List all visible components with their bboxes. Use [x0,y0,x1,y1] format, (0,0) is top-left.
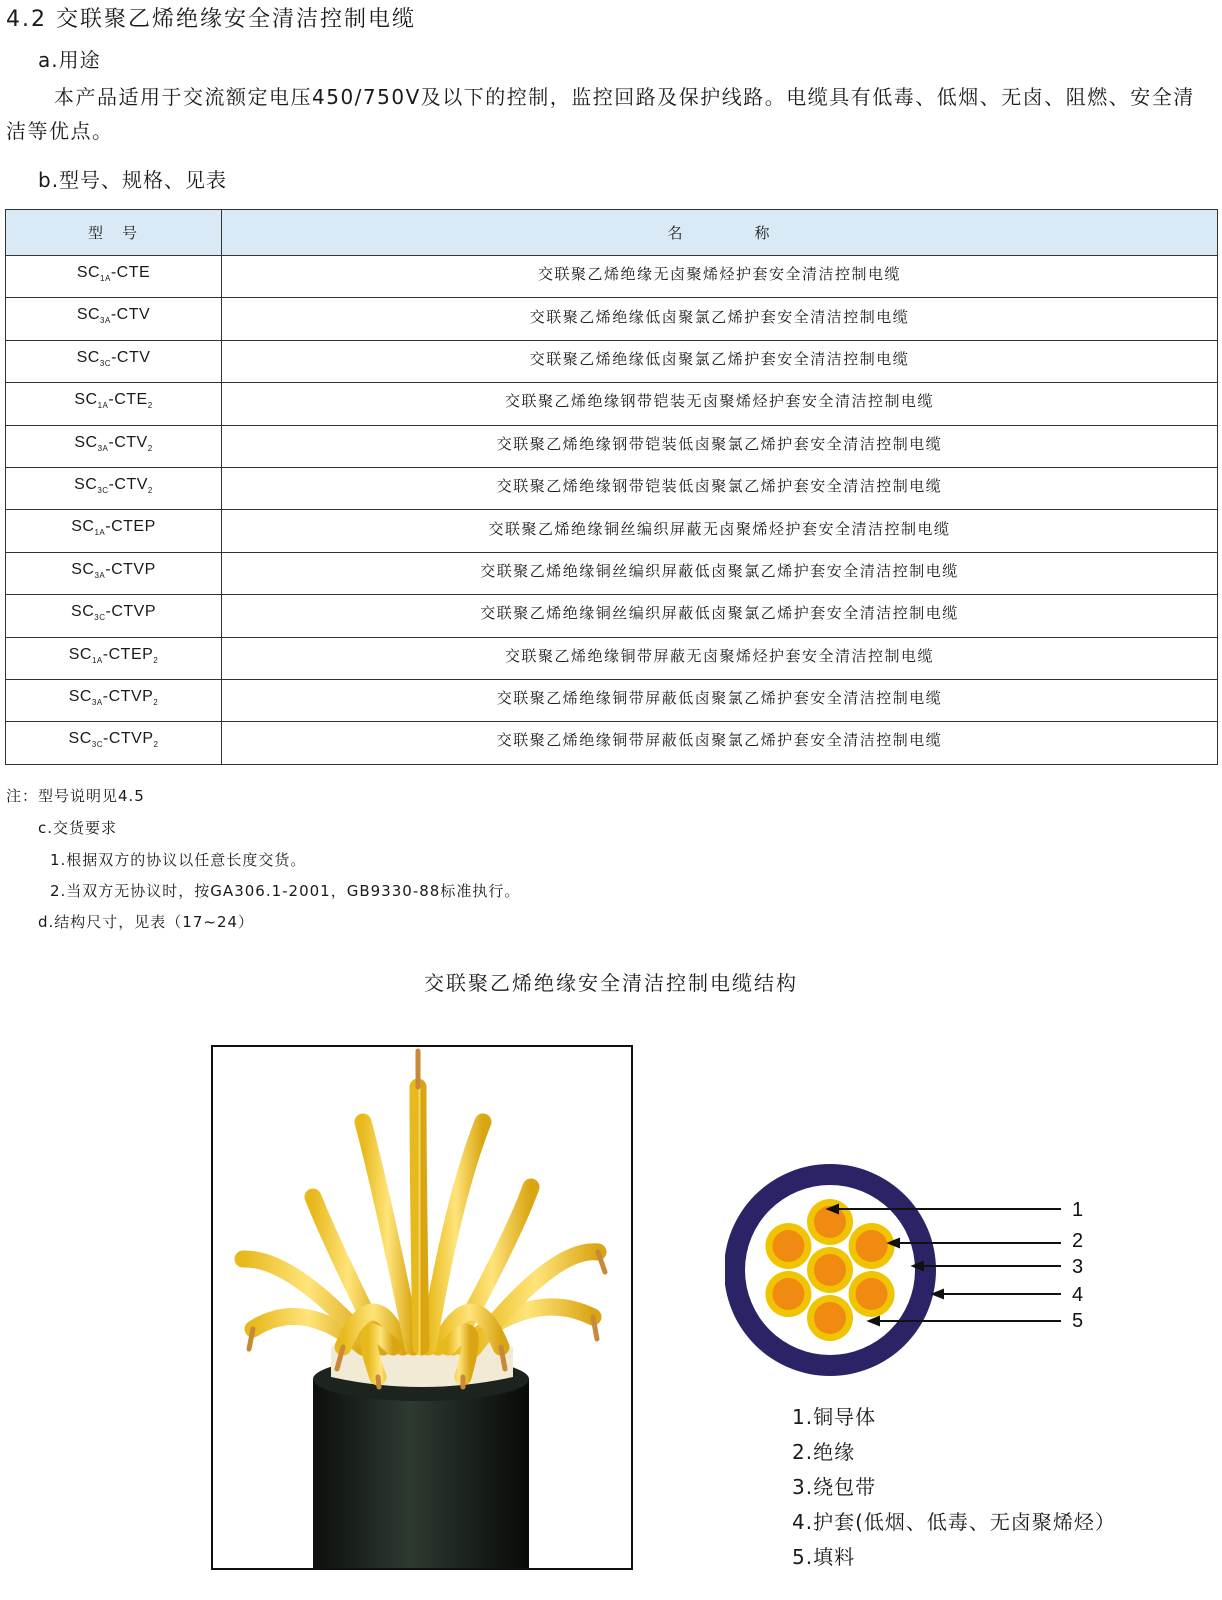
dimensions-text: d.结构尺寸，见表（17~24） [38,913,255,931]
name-cell: 交联聚乙烯绝缘钢带铠装低卤聚氯乙烯护套安全清洁控制电缆 [222,425,1218,467]
cable-photo [211,1045,633,1570]
table-header-row [6,210,1218,256]
cross-section-diagram [725,1155,1105,1385]
model-cell: $SC_{3C}-CTVP_2$ [6,722,222,764]
legend-item-1: 1.铜导体 [792,1405,877,1429]
core-conductor [856,1230,888,1262]
callout-5: 5 [1072,1310,1084,1332]
callout-1: 1 [1072,1199,1084,1221]
legend-item-2: 2.绝缘 [792,1440,856,1464]
table-row [6,552,1218,594]
cable-photo-drawing [213,1047,631,1568]
name-cell: 交联聚乙烯绝缘无卤聚烯烃护套安全清洁控制电缆 [222,256,1218,298]
model-cell: $SC_{1A}-CTEP_2$ [6,637,222,679]
core-conductor [772,1230,804,1262]
name-cell: 交联聚乙烯绝缘钢带铠装无卤聚烯烃护套安全清洁控制电缆 [222,383,1218,425]
section-title: 4.2 交联聚乙烯绝缘安全清洁控制电缆 [6,7,416,32]
legend-item-4: 4.护套(低烟、低毒、无卤聚烯烃） [792,1510,1116,1534]
table-row [6,383,1218,425]
name-cell: 交联聚乙烯绝缘铜丝编织屏蔽无卤聚烯烃护套安全清洁控制电缆 [222,510,1218,552]
header-model: 型 号 [6,210,222,256]
usage-heading: a.用途 [38,48,101,72]
table-body [6,256,1218,765]
model-cell: $SC_{1A}$-CTEP [6,510,222,552]
core-conductor [856,1278,888,1310]
table-row [6,595,1218,637]
table-row [6,256,1218,298]
core-conductor [772,1278,804,1310]
note-text: 注：型号说明见4.5 [6,787,145,805]
name-cell: 交联聚乙烯绝缘低卤聚氯乙烯护套安全清洁控制电缆 [222,340,1218,382]
header-name-b: 称 [754,224,772,242]
table-row [6,340,1218,382]
name-cell: 交联聚乙烯绝缘低卤聚氯乙烯护套安全清洁控制电缆 [222,298,1218,340]
name-cell: 交联聚乙烯绝缘铜丝编织屏蔽低卤聚氯乙烯护套安全清洁控制电缆 [222,552,1218,594]
table-row [6,425,1218,467]
spec-heading: b.型号、规格、见表 [38,168,228,192]
name-cell: 交联聚乙烯绝缘钢带铠装低卤聚氯乙烯护套安全清洁控制电缆 [222,467,1218,509]
table-row [6,298,1218,340]
model-cell: $SC_{3C}-CTV_2$ [6,467,222,509]
name-cell: 交联聚乙烯绝缘铜带屏蔽低卤聚氯乙烯护套安全清洁控制电缆 [222,722,1218,764]
figure-legend [792,1400,1116,1575]
header-name-a: 名 [667,224,685,242]
delivery-item-2: 2.当双方无协议时，按GA306.1-2001，GB9330-88标准执行。 [50,882,521,900]
cross-section-svg [725,1155,1105,1385]
figure-title: 交联聚乙烯绝缘安全清洁控制电缆结构 [424,971,798,995]
table-row [6,679,1218,721]
core-conductor [814,1302,846,1334]
name-cell: 交联聚乙烯绝缘铜带屏蔽低卤聚氯乙烯护套安全清洁控制电缆 [222,679,1218,721]
table-row [6,637,1218,679]
model-cell: $SC_{3A}-CTVP_2$ [6,679,222,721]
model-cell: $SC_{1A}-CTE_2$ [6,383,222,425]
usage-paragraph: 本产品适用于交流额定电压450/750V及以下的控制，监控回路及保护线路。电缆具有低毒、低烟、无卤、阻燃、安全清洁等优点。 [6,85,1195,143]
model-cell: $SC_{3C}$-CTVP [6,595,222,637]
delivery-item-1: 1.根据双方的协议以任意长度交货。 [50,851,307,869]
callout-3: 3 [1072,1256,1084,1278]
table-row [6,722,1218,764]
model-cell: $SC_{3A}-CTV_2$ [6,425,222,467]
spec-table [5,209,1218,765]
legend-item-3: 3.绕包带 [792,1475,877,1499]
legend-item-5: 5.填料 [792,1545,856,1569]
model-cell: $SC_{1A}$-CTE [6,256,222,298]
model-cell: $SC_{3A}$-CTVP [6,552,222,594]
header-name [222,210,1218,256]
name-cell: 交联聚乙烯绝缘铜带屏蔽无卤聚烯烃护套安全清洁控制电缆 [222,637,1218,679]
delivery-heading: c.交货要求 [38,819,118,837]
callout-2: 2 [1072,1230,1084,1252]
callout-4: 4 [1072,1284,1084,1306]
model-cell: $SC_{3C}$-CTV [6,340,222,382]
name-cell: 交联聚乙烯绝缘铜丝编织屏蔽低卤聚氯乙烯护套安全清洁控制电缆 [222,595,1218,637]
table-row [6,467,1218,509]
model-cell: $SC_{3A}$-CTV [6,298,222,340]
core-conductor [814,1254,846,1286]
table-row [6,510,1218,552]
